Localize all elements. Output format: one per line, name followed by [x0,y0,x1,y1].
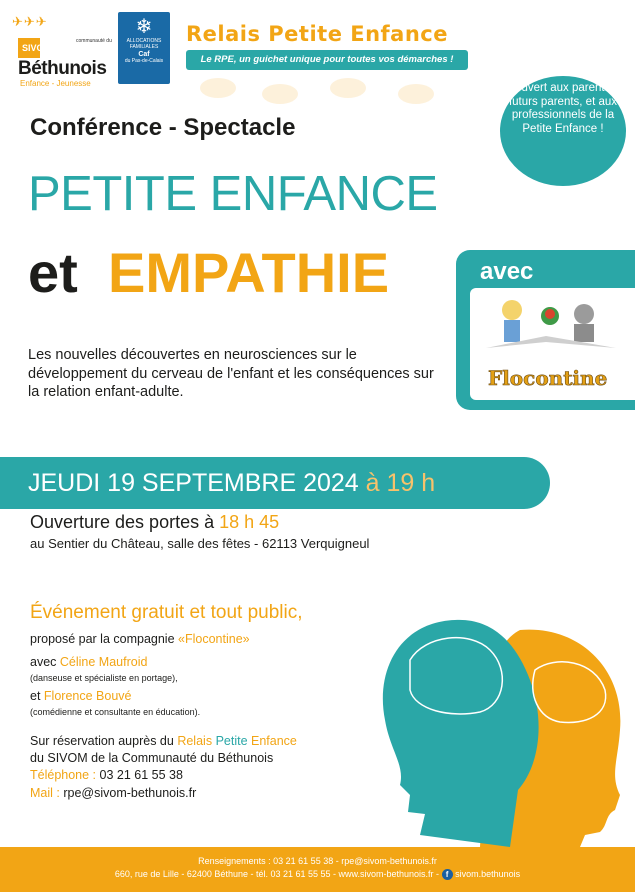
event-date: JEUDI 19 SEPTEMBRE 2024 [28,469,359,497]
caf-name: Caf [138,51,150,58]
avec-label: avec [480,258,534,285]
artist1-role: (danseuse et spécialiste en portage), [30,673,178,683]
doors-open [30,512,279,533]
decor-swirl [330,78,366,98]
rpe-title: Relais Petite Enfance [186,22,448,46]
event-description: Les nouvelles découvertes en neurosciences sur le développement du cerveau de l'enfant et les conséquences sur la relation enfant-adulte. [28,347,434,400]
event-kind: Conférence - Spectacle [30,114,296,141]
rpe-tagline: Le RPE, un guichet unique pour toutes vos démarches ! [186,50,468,70]
facebook-handle[interactable]: sivom.bethunois [455,869,521,879]
doors-time: 18 h 45 [219,512,280,532]
artist2-role: (comédienne et consultante en éducation). [30,707,201,717]
event-time: à 19 h [365,469,436,497]
reservation-label: Sur réservation auprès du [30,734,174,748]
footer-line1: Renseignements : 03 21 61 55 38 - rpe@sivom-bethunois.fr [198,856,437,866]
title-line2: EMPATHIE [108,241,390,304]
free-headline: Événement gratuit et tout public, [30,602,303,623]
audience-badge: Ouvert aux parents, futurs parents, et aux professionnels de la Petite Enfance ! [500,76,626,186]
proposed-label: proposé par la compagnie [30,632,175,646]
sivom-tag: Enfance - Jeunesse [20,79,91,88]
birds-icon: ✈✈✈ [12,14,48,29]
artist2-line [30,689,131,703]
et-text: et [30,689,41,703]
artist1-name: Céline Maufroid [59,655,148,669]
phone-line [30,768,183,782]
avec-text: avec [30,655,57,669]
decor-swirl [200,78,236,98]
rpe-p: Petite [215,734,248,748]
sivom-prefix: SIVOM [22,43,52,53]
rpe-r: Relais [177,734,213,748]
caf-top: ALLOCATIONS FAMILIALES [126,38,162,50]
proposed-line [30,632,250,646]
sivom-name: Béthunois [18,58,107,79]
company-box [456,250,635,410]
heads-illustration [370,600,635,847]
phone-label: Téléphone : [30,768,97,782]
rpe-e: Enfance [251,734,297,748]
title-line1: PETITE ENFANCE [28,167,438,221]
title-et: et [28,241,78,304]
caf-logo [118,12,170,84]
doors-label: Ouverture des portes à [30,512,215,532]
date-banner [0,457,550,509]
sivom-sub: communauté du [76,38,112,44]
company-ref: «Flocontine» [178,632,250,646]
org-line: du SIVOM de la Communauté du Béthunois [30,751,274,765]
mail-line [30,786,196,800]
decor-swirl [262,84,298,104]
snowflake-icon: ❄ [135,16,153,38]
caf-sub: du Pas-de-Calais [124,58,164,64]
mail-address[interactable]: rpe@sivom-bethunois.fr [63,786,197,800]
sivom-logo [12,14,112,88]
mail-label: Mail : [30,786,60,800]
footer-address: 660, rue de Lille - 62400 Béthune - tél. 03 21 61 55 55 - www.sivom-bethunois.fr - [114,869,440,879]
reservation-line [30,734,297,748]
footer-line2 [0,866,635,880]
company-name: Flocontine [488,366,608,390]
facebook-icon[interactable]: f [442,869,453,880]
artist1-line [30,655,147,669]
company-logo [470,288,635,400]
venue-address: au Sentier du Château, salle des fêtes - 62113 Verquigneul [30,536,370,551]
footer [0,847,635,892]
phone-number[interactable]: 03 21 61 55 38 [99,768,183,782]
artist2-name: Florence Bouvé [43,689,132,703]
decor-swirl [398,84,434,104]
puppets-icon [476,292,626,362]
